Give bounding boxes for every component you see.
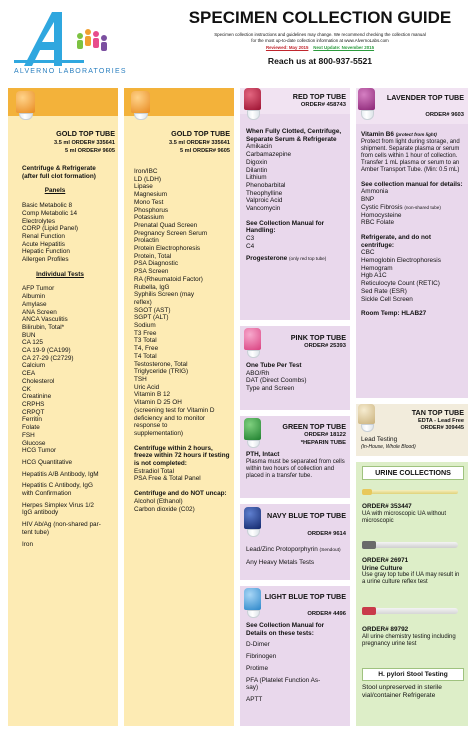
green-content [246, 451, 346, 480]
list-item: say) [246, 684, 259, 692]
gold-1-vol1: 3.5 ml ORDER# 335641 [54, 140, 115, 146]
list-item: CK [22, 385, 31, 393]
red-title: RED TOP TUBE [292, 92, 346, 101]
list-item: Vitamin B 12 [134, 391, 171, 399]
list-item: ABO/Rh [246, 369, 270, 377]
list-item: Folate [22, 424, 40, 432]
pink-content [246, 362, 346, 393]
list-item: PSA Screen [134, 268, 169, 276]
lavender-manual: See collection manual for details: [361, 180, 463, 188]
list-item: deficiency and to monitor [134, 414, 206, 422]
gold-tube-2-icon [131, 91, 150, 113]
list-item: Prenatal Quad Screen [134, 221, 198, 229]
list-item: with Confirmation [22, 490, 72, 498]
list-item: DAT (Direct Coombs) [246, 377, 307, 385]
list-item: Iron/IBC [134, 168, 158, 175]
list-item: Reticulocyte Count (RETIC) [361, 280, 440, 288]
list-item: response to [134, 422, 168, 430]
navy-order: ORDER# 9614 [307, 531, 346, 537]
urine-tube-1-icon [362, 488, 462, 496]
list-item: CA 27-29 (C2729) [22, 354, 74, 362]
navy-test1-note: (Sendout) [319, 548, 341, 553]
list-item: CA 19-9 (CA199) [22, 347, 71, 355]
list-item: Magnesium [134, 191, 168, 199]
list-item: Allergen Profiles [22, 256, 69, 264]
list-item: Hepatic Function [22, 248, 70, 256]
urine-o3 [362, 626, 464, 648]
gold-1-instr2: (after full clot formation) [22, 172, 96, 180]
urine-o3-order: ORDER# 89792 [362, 626, 409, 633]
urine-o1-text: UA with microscopic UA without microscopic [362, 510, 447, 524]
light-blue-order: ORDER# 4496 [307, 611, 346, 617]
list-item: T4 Total [134, 352, 157, 360]
list-item: CORP (Lipid Panel) [22, 225, 79, 233]
list-item: HIV Ab/Ag (non-shared par- [22, 521, 101, 529]
next-update-date: Next Update: November 2015 [313, 45, 375, 50]
tan-test-note: (In-House, Whole Blood) [361, 443, 416, 450]
list-item: Pregnancy Screen Serum [134, 229, 208, 237]
navy-content [246, 546, 346, 566]
list-item: Testosterone, Total [134, 360, 188, 368]
gold-1-panels-head: Panels [44, 187, 66, 195]
green-order: ORDER# 18122 [304, 432, 346, 438]
list-item: Bilirubin, Total* [22, 323, 65, 331]
pink-order: ORDER# 25393 [304, 343, 346, 349]
cystic-note: (non-shared tube) [404, 204, 441, 210]
list-item: Phosphorus [134, 206, 169, 214]
urine-o2 [362, 557, 464, 586]
gold-2-vol2: 5 ml ORDER# 9605 [179, 148, 230, 154]
list-item: SGPT (ALT) [134, 314, 169, 322]
navy-test1-line [246, 546, 346, 555]
room-temp: Room Temp: HLAB27 [361, 310, 427, 318]
gold-1-vol2: 5 ml ORDER# 9605 [64, 148, 115, 154]
list-item: LD (LDH) [134, 175, 161, 183]
list-item: (screening test for Vitamin D [134, 406, 215, 414]
list-item: FSH [22, 431, 35, 439]
urine-tube-2-icon [362, 540, 462, 550]
list-item: Dilantin [246, 166, 268, 174]
list-item: Ammonia [361, 188, 388, 196]
green-test: PTH, Intact [246, 451, 280, 458]
list-item: Hemoglobin Electrophoresis [361, 257, 441, 265]
list-item: Sed Rate (ESR) [361, 287, 407, 295]
list-item: Estradiol Total [134, 467, 175, 475]
gold-2-title: GOLD TOP TUBE [171, 129, 230, 138]
urine-title: URINE COLLECTIONS [362, 466, 464, 480]
review-dates [172, 45, 468, 51]
list-item: ANA Screen [22, 308, 57, 316]
pink-tube-icon [244, 328, 261, 350]
tan-order1: EDTA - Lead Free [417, 418, 464, 424]
list-item: CRPQT [22, 408, 45, 416]
list-item: Syphilis Screen (may [134, 291, 195, 299]
navy-test1: Lead/Zinc Protoporphyrin [246, 546, 318, 553]
urine-o2-text: Use gray top tube if UA may result in a urine culture reflex test [362, 572, 460, 586]
red-content [246, 128, 346, 262]
list-item: Vancomycin [246, 205, 281, 213]
list-item: Hgb A1C [361, 272, 387, 280]
list-item: CA 125 [22, 339, 43, 347]
light-blue-tube-icon [244, 588, 261, 610]
gold-1-tests-head: Individual Tests [36, 270, 84, 278]
list-item: Carbon dioxide (C02) [134, 505, 195, 513]
list-item: Sodium [134, 322, 156, 330]
tan-test: Lead Testing [361, 436, 398, 443]
light-blue-title: LIGHT BLUE TOP TUBE [264, 592, 346, 601]
list-item: Carbamazepine [246, 151, 292, 159]
list-item: Triglyceride (TRIG) [134, 368, 189, 376]
stool-content [362, 684, 464, 700]
list-item: Vitamin D 25 OH [134, 399, 182, 407]
pink-note: One Tube Per Test [246, 362, 302, 369]
list-item: Lithium [246, 174, 267, 182]
cystic: Cystic Fibrosis [361, 203, 403, 211]
gold-1-title: GOLD TOP TUBE [56, 129, 115, 138]
list-item: Valproic Acid [246, 197, 283, 205]
list-item: Calcium [22, 362, 46, 370]
list-item: Electrolytes [22, 217, 56, 225]
list-item: CRPHS [22, 400, 45, 408]
list-item: Potassium [134, 214, 164, 222]
list-item: Herpes Simplex Virus 1/2 [22, 501, 94, 509]
list-item: AFP Tumor [22, 285, 55, 293]
red-tube-icon [244, 88, 261, 110]
list-item: Protein, Total [134, 252, 172, 260]
list-item: Hepatitis A/B Antibody, IgM [22, 470, 99, 478]
urine-o3-text: All urine chemistry testing including pregnancy urine test [362, 633, 456, 647]
green-note: Plasma must be separated from cells within two hours of collection and placed in a transfer tube. [246, 458, 345, 479]
list-item: TSH [134, 375, 147, 383]
list-item: Amikacin [246, 143, 272, 151]
list-item: RBC Folate [361, 219, 395, 227]
tan-title: TAN TOP TUBE [411, 408, 464, 417]
list-item: Sickle Cell Screen [361, 295, 413, 303]
list-item: PFA (Platelet Function As- [246, 676, 321, 684]
light-blue-manual: See Collection Manual for Details on these tests: [246, 622, 325, 637]
list-item: Comp Metabolic 14 [22, 209, 78, 217]
red-instr: When Fully Clotted, Centrifuge, Separate Serum & Refrigerate [246, 128, 342, 143]
reviewed-date: Reviewed: May 2015 [265, 45, 309, 50]
list-item: Creatinine [22, 393, 52, 401]
green-title: GREEN TOP TUBE [282, 422, 346, 431]
gold-2-note2: Centrifuge and do NOT uncap: [134, 490, 227, 498]
progesterone: Progesterone [246, 254, 288, 262]
list-item: C4 [246, 242, 255, 250]
urine-o1-order: ORDER# 353447 [362, 503, 412, 510]
list-item: Protime [246, 664, 269, 672]
list-item: Glucose [22, 439, 46, 447]
vit-b6: Vitamin B6 [361, 131, 394, 138]
tan-tube-icon [358, 404, 375, 424]
urine-o2-title: Urine Culture [362, 564, 403, 572]
list-item: Albumin [22, 293, 46, 301]
lavender-content [361, 131, 465, 318]
vit-b6-instr: Protect from light during storage, and shipment. Separate plasma or serum from cells within 1 hour of collection. Transfer 1 mL plasma or serum to an Amber Transport Tube. (Min: 0.5 mL) [361, 138, 460, 173]
navy-title: NAVY BLUE TOP TUBE [267, 511, 346, 520]
list-item: T3 Free [134, 329, 157, 337]
urine-o2-order: ORDER# 26971 [362, 557, 409, 564]
vit-b6-line [361, 131, 465, 139]
list-item: BUN [22, 331, 36, 339]
gold-2-note1: Centrifuge within 2 hours, freeze within 72 hours if testing is not completed: [134, 444, 230, 468]
list-item: CBC [361, 249, 375, 257]
progesterone-line [246, 255, 346, 263]
gold-2-content [134, 168, 232, 513]
cystic-line [361, 204, 465, 212]
list-item: C3 [246, 235, 255, 243]
lavender-refrig: Refrigerate, and do not centrifuge: [361, 233, 431, 249]
list-item: Ferritin [22, 416, 42, 424]
list-item: Protein Electrophoresis [134, 245, 201, 253]
intro-line-1: Specimen collection instructions and guidelines may change. We recommend checking the collection manual [214, 32, 426, 37]
lavender-tube-icon [358, 88, 375, 110]
phone-line: Reach us at 800-937-5521 [267, 56, 373, 66]
list-item: supplementation) [134, 429, 184, 437]
gold-tube-1-icon [16, 91, 35, 113]
list-item: Fibrinogen [246, 653, 277, 661]
urine-o1 [362, 503, 464, 525]
list-item: Mono Test [134, 198, 164, 206]
list-item: Hemogram [361, 264, 393, 272]
tan-content [361, 436, 465, 451]
list-item: RA (Rheumatoid Factor) [134, 275, 203, 283]
list-item: Digoxin [246, 158, 268, 166]
red-manual: See Collection Manual for Handling: [246, 219, 325, 235]
list-item: D-Dimer [246, 641, 270, 649]
list-item: SGOT (AST) [134, 306, 171, 314]
green-heparin: *HEPARIN TUBE [300, 440, 346, 446]
list-item: reflex) [134, 298, 152, 306]
list-item: BNP [361, 196, 375, 204]
list-item: Rubella, IgG [134, 283, 170, 291]
progesterone-note: (only red top tube) [288, 255, 327, 261]
list-item: PSA Diagnostic [134, 260, 179, 268]
list-item: ANCA Vasculitis [22, 316, 68, 324]
stool-text: Stool unpreserved in sterile vial/container Refrigerate [362, 684, 442, 699]
red-order: ORDER# 458743 [300, 102, 346, 108]
light-blue-content [246, 622, 346, 704]
navy-test2: Any Heavy Metals Tests [246, 558, 315, 566]
list-item: APTT [246, 695, 263, 703]
list-item: tent tube) [22, 528, 50, 536]
list-item: Acute Hepatitis [22, 240, 65, 248]
list-item: Amylase [22, 300, 47, 308]
list-item: T4, Free [134, 345, 159, 353]
list-item: PSA Free & Total Panel [134, 475, 201, 483]
list-item: Hepatitis C Antibody, IgG [22, 482, 93, 490]
list-item: IgG antibody [22, 509, 59, 517]
lavender-title: LAVENDER TOP TUBE [386, 93, 464, 102]
list-item: Uric Acid [134, 383, 160, 391]
tan-order2: ORDER# 309445 [420, 425, 464, 431]
page-title: SPECIMEN COLLECTION GUIDE [188, 8, 452, 27]
vit-b6-note: (protect from light) [395, 132, 437, 137]
list-item: HCG Quantitative [22, 458, 73, 466]
gold-1-instr1: Centrifuge & Refrigerate [22, 165, 96, 172]
intro-line-2: for the most up-to-date collection information at www.AlvernoLabs.com [251, 38, 389, 43]
list-item: Alcohol (Ethanol) [134, 497, 183, 505]
lavender-order: ORDER# 9603 [425, 112, 464, 118]
list-item: Lipase [134, 183, 153, 191]
list-item: Phenobarbital [246, 181, 286, 189]
gold-2-vol1: 3.5 ml ORDER# 335641 [169, 140, 230, 146]
list-item: Renal Function [22, 232, 65, 240]
list-item: CEA [22, 370, 36, 378]
stool-title: H. pylori Stool Testing [362, 668, 464, 681]
list-item: Theophylline [246, 189, 283, 197]
pink-title: PINK TOP TUBE [290, 333, 346, 342]
navy-tube-icon [244, 507, 261, 529]
brand-name: ALVERNO LABORATORIES [14, 68, 127, 75]
list-item: HCG Tumor [22, 447, 57, 455]
list-item: Basic Metabolic 8 [22, 202, 73, 210]
list-item: T3 Total [134, 337, 157, 345]
list-item: Cholesterol [22, 377, 55, 385]
list-item: Prolactin [134, 237, 159, 245]
list-item: Type and Screen [246, 385, 295, 393]
list-item: Iron [22, 540, 34, 548]
list-item: Homocysteine [361, 211, 402, 219]
gold-1-content [22, 165, 118, 548]
green-tube-icon [244, 418, 261, 440]
urine-tube-3-icon [362, 606, 462, 616]
